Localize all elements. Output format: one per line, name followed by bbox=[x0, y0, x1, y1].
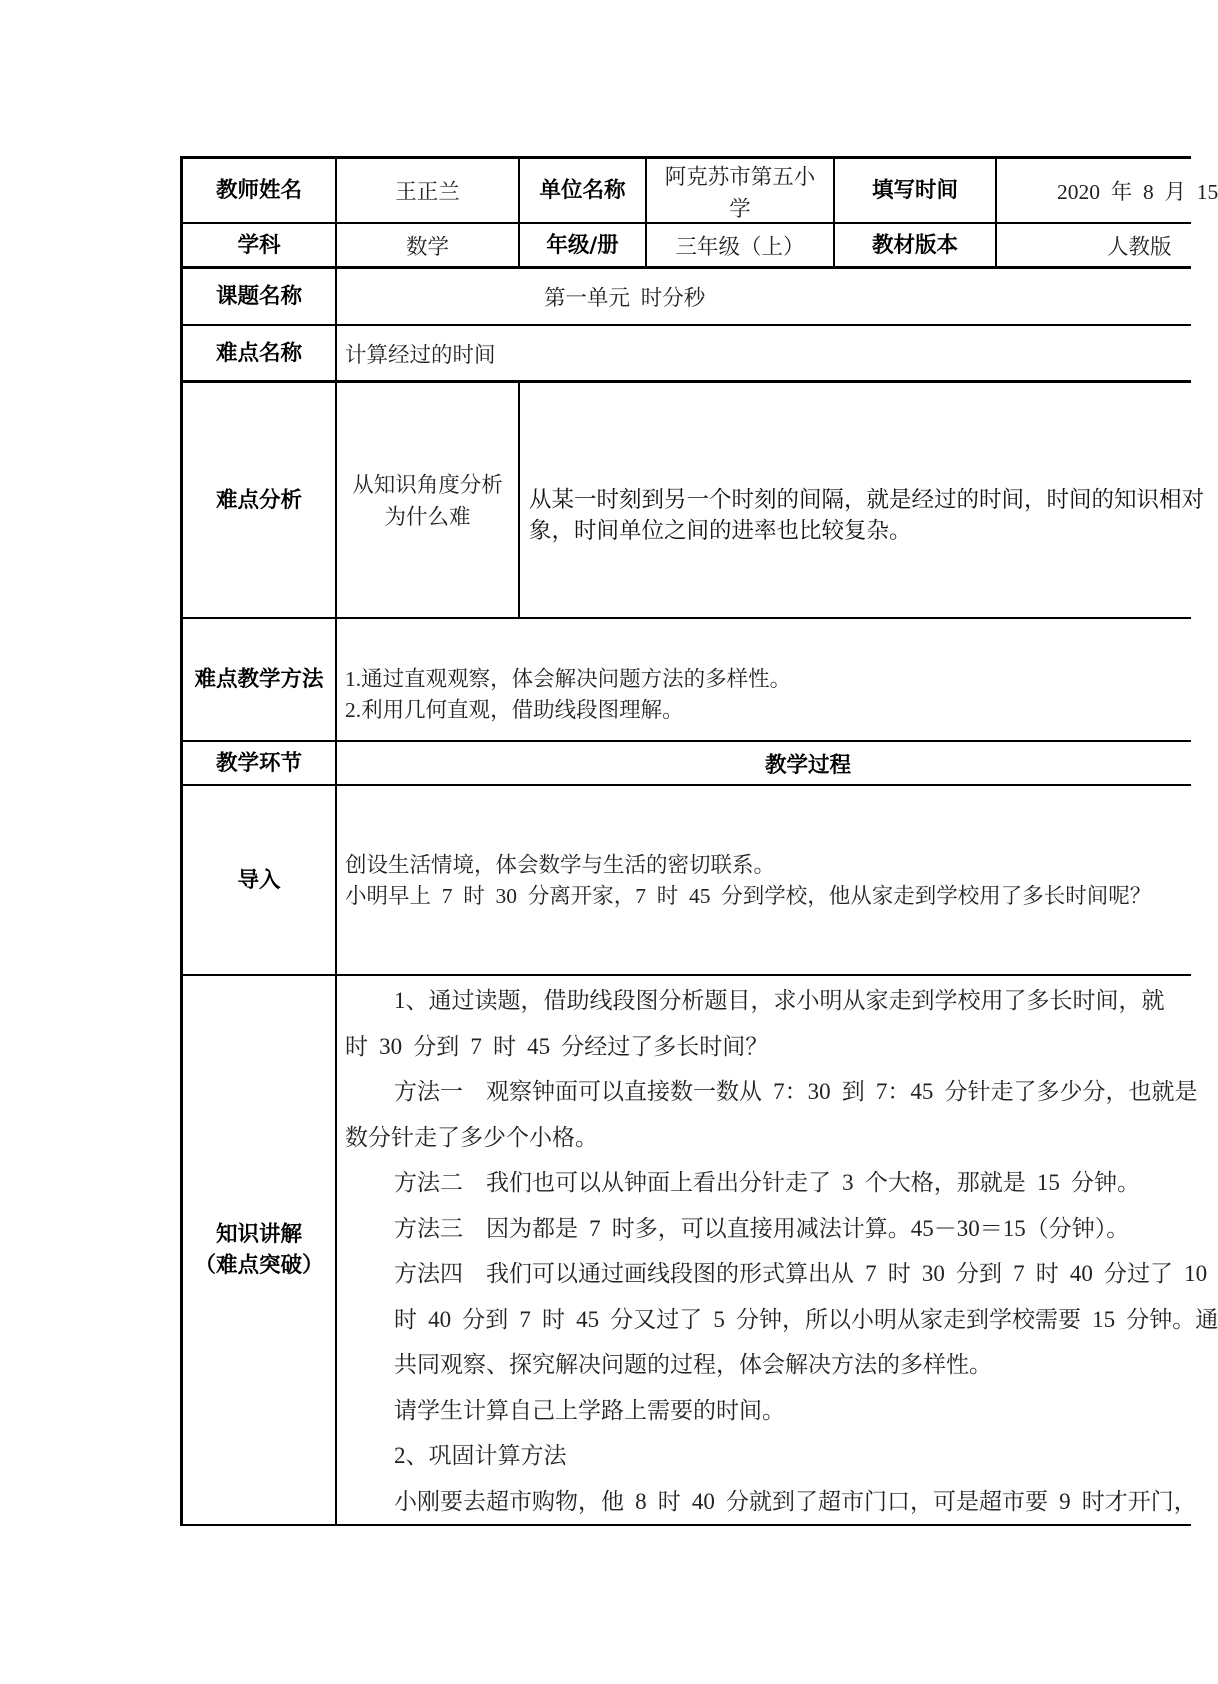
process-header: 教学过程 bbox=[765, 752, 852, 778]
teacher-name-cell bbox=[335, 156, 518, 222]
intro-content bbox=[345, 850, 1191, 912]
stage-header: 教学环节 bbox=[215, 750, 302, 776]
analysis-angle-cell bbox=[335, 380, 518, 617]
explanation-line: 时 40 分到 7 时 45 分又过了 5 分钟，所以小明从家走到学校需要 15 分钟。通 bbox=[394, 1306, 1218, 1332]
method-line: 1.通过直观观察，体会解决问题方法的多样性。 bbox=[345, 667, 792, 691]
explanation-line: 方法一 观察钟面可以直接数一数从 7：30 到 7：45 分针走了多少分，也就是 bbox=[394, 1079, 1198, 1104]
edition-label-cell bbox=[833, 222, 995, 266]
unit-name bbox=[647, 161, 833, 225]
explanation-line: 请学生计算自己上学路上需要的时间。 bbox=[394, 1397, 785, 1423]
date-label: 填写时间 bbox=[871, 178, 958, 203]
unit-label: 单位名称 bbox=[539, 178, 626, 203]
explanation-line: 方法三 因为都是 7 时多，可以直接用减法计算。45－30＝15（分钟）。 bbox=[394, 1215, 1130, 1241]
teacher-name: 王正兰 bbox=[395, 180, 460, 204]
subject-value: 数学 bbox=[405, 234, 449, 259]
analysis-label: 难点分析 bbox=[215, 487, 302, 513]
process-header-cell bbox=[335, 740, 1191, 784]
intro-label-cell bbox=[180, 784, 335, 974]
teacher-name-label-cell bbox=[180, 156, 335, 222]
subject-cell bbox=[335, 222, 518, 266]
explanation-line: 方法二 我们也可以从钟面上看出分针走了 3 个大格，那就是 15 分钟。 bbox=[394, 1170, 1140, 1195]
explanation-content bbox=[337, 978, 1218, 1524]
methods-label-cell bbox=[180, 617, 335, 740]
explanation-line: 数分针走了多少个小格。 bbox=[345, 1124, 598, 1150]
subject-label-cell bbox=[180, 222, 335, 266]
unit-name-line: 阿克苏市第五小 bbox=[664, 165, 816, 189]
unit-name-line: 学 bbox=[729, 197, 751, 221]
difficulty-cell bbox=[335, 324, 1191, 380]
edition-cell bbox=[995, 222, 1191, 266]
topic-value: 第一单元 时分秒 bbox=[544, 286, 706, 310]
analysis-angle-line: 从知识角度分析 bbox=[352, 473, 503, 497]
explanation-label: 知识讲解 bbox=[215, 1222, 302, 1247]
topic-label-cell bbox=[180, 266, 335, 324]
methods-label: 难点教学方法 bbox=[194, 667, 324, 692]
difficulty-label: 难点名称 bbox=[215, 340, 302, 366]
grade-cell bbox=[645, 222, 833, 266]
stage-header-cell bbox=[180, 740, 335, 784]
analysis-label-cell bbox=[180, 380, 335, 617]
topic-label: 课题名称 bbox=[215, 284, 302, 309]
analysis-content-line: 象，时间单位之间的进率也比较复杂。 bbox=[529, 518, 912, 544]
date-label-cell bbox=[833, 156, 995, 222]
explanation-line: 小刚要去超市购物，他 8 时 40 分就到了超市门口，可是超市要 9 时才开门， bbox=[394, 1488, 1197, 1514]
topic-cell bbox=[335, 266, 1191, 324]
explanation-line: 2、巩固计算方法 bbox=[394, 1443, 567, 1468]
explanation-label-cell bbox=[180, 974, 335, 1526]
teacher-name-label: 教师姓名 bbox=[215, 178, 302, 203]
intro-label: 导入 bbox=[237, 867, 281, 893]
method-line: 2.利用几何直观，借助线段图理解。 bbox=[345, 698, 684, 722]
intro-cell bbox=[335, 784, 1191, 974]
explanation-line: 时 30 分到 7 时 45 分经过了多长时间？ bbox=[345, 1033, 769, 1059]
difficulty-label-cell bbox=[180, 324, 335, 380]
analysis-content bbox=[529, 485, 1205, 547]
explanation-sublabel: （难点突破） bbox=[194, 1253, 324, 1278]
edition-label: 教材版本 bbox=[871, 232, 958, 258]
grade-label: 年级/册 bbox=[546, 232, 619, 258]
analysis-content-line: 从某一时刻到另一个时刻的间隔，就是经过的时间，时间的知识相对 bbox=[529, 487, 1205, 513]
explanation-line: 共同观察、探究解决问题的过程，体会解决方法的多样性。 bbox=[394, 1352, 992, 1377]
grade-label-cell bbox=[518, 222, 645, 266]
analysis-angle-line: 为什么难 bbox=[384, 505, 471, 529]
date-value: 2020 年 8 月 15 bbox=[1057, 180, 1218, 204]
unit-label-cell bbox=[518, 156, 645, 222]
unit-cell bbox=[645, 156, 833, 222]
subject-label: 学科 bbox=[237, 232, 281, 258]
date-cell bbox=[995, 156, 1218, 222]
methods-cell bbox=[335, 617, 1191, 740]
explanation-cell bbox=[335, 974, 1218, 1526]
analysis-content-cell bbox=[518, 380, 1205, 617]
methods-content bbox=[345, 664, 1191, 726]
intro-line: 创设生活情境，体会数学与生活的密切联系。 bbox=[345, 853, 776, 877]
explanation-line: 1、通过读题，借助线段图分析题目，求小明从家走到学校用了多长时间，就 bbox=[394, 988, 1165, 1013]
edition-value: 人教版 bbox=[1107, 234, 1172, 259]
difficulty-value: 计算经过的时间 bbox=[345, 342, 496, 367]
analysis-angle bbox=[337, 469, 518, 533]
grade-value: 三年级（上） bbox=[675, 234, 805, 259]
explanation-line: 方法四 我们可以通过画线段图的形式算出从 7 时 30 分到 7 时 40 分过了 10 bbox=[394, 1261, 1208, 1286]
intro-line: 小明早上 7 时 30 分离开家，7 时 45 分到学校，他从家走到学校用了多长时间呢？ bbox=[345, 884, 1152, 908]
